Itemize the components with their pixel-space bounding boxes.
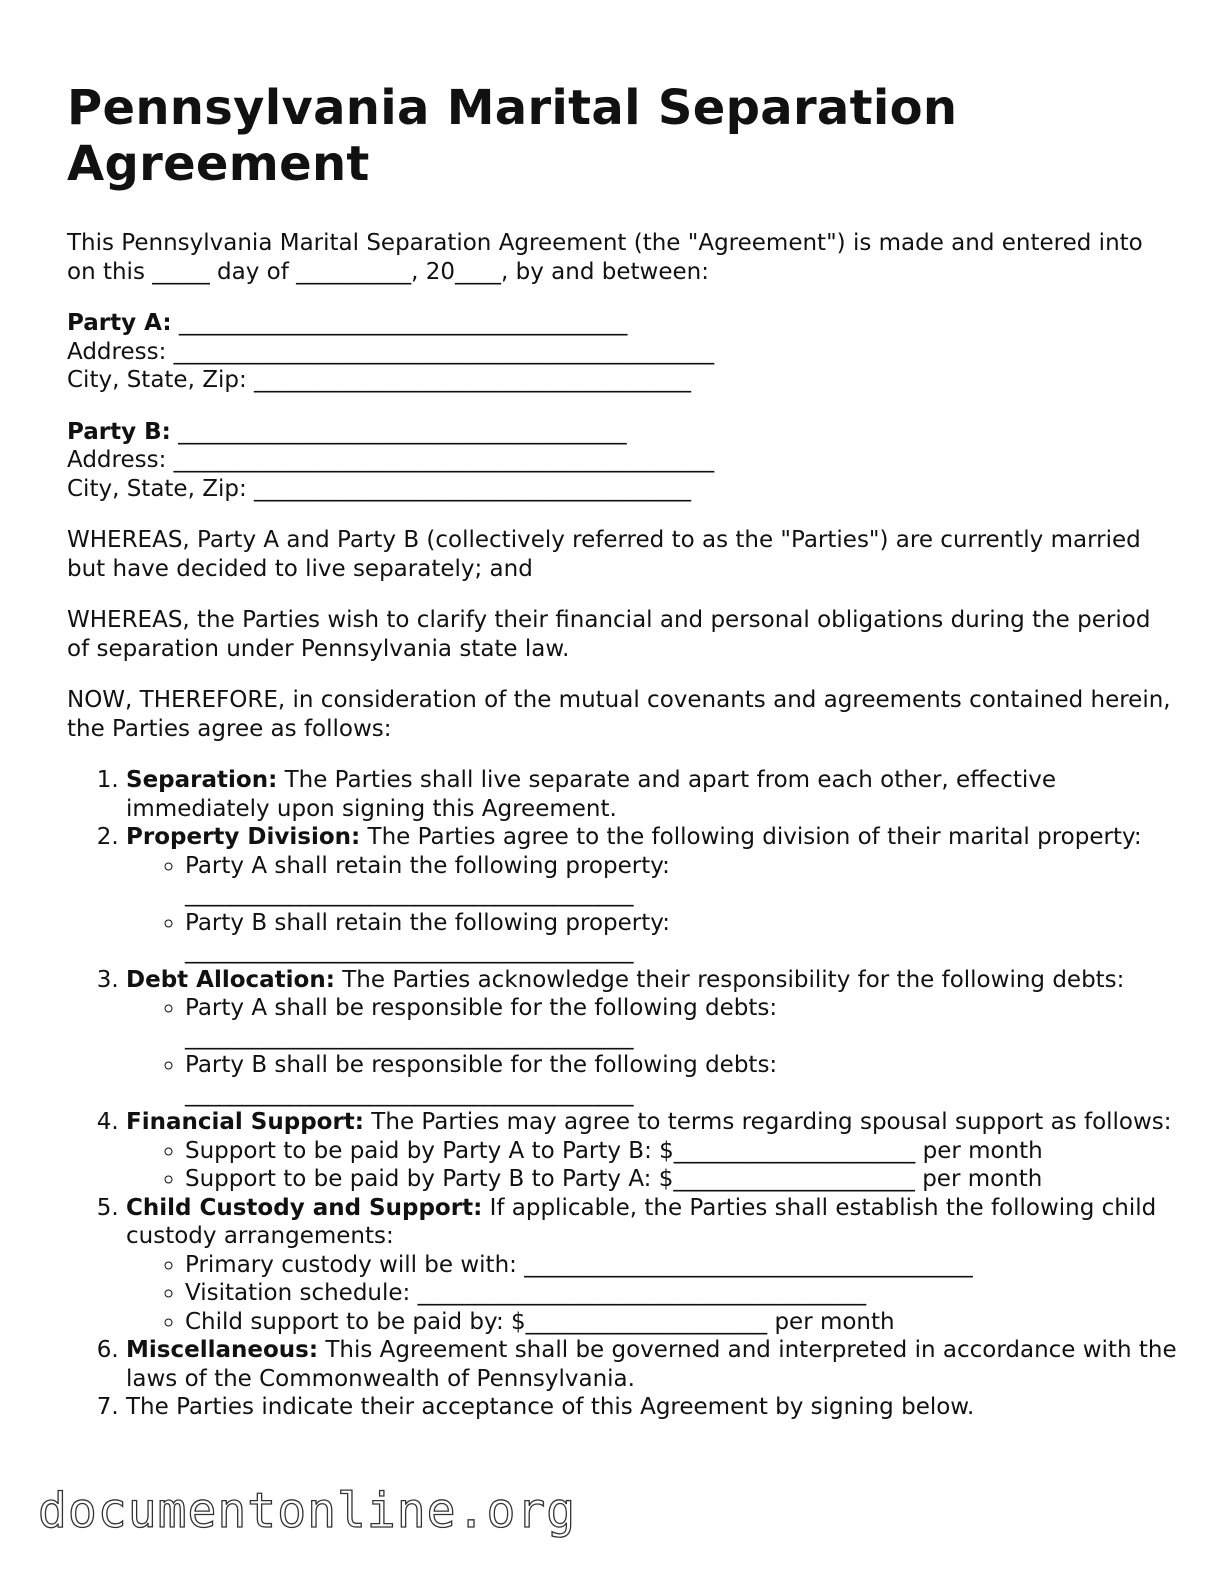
subitem-text: Party B shall be responsible for the following debts: xyxy=(185,1052,778,1078)
party-a-name-line xyxy=(67,309,1177,338)
party-a-block xyxy=(67,309,1177,395)
subitem-text: Party B shall retain the following property: xyxy=(185,909,670,936)
fill-in-blank: _______________________________________ xyxy=(185,1023,634,1050)
party-b-city-line: City, State, Zip: ______________________________________ xyxy=(67,475,692,502)
party-b-name-line xyxy=(67,418,1177,447)
term-text: The Parties acknowledge their responsibility for the following debts: xyxy=(334,966,1125,993)
term-heading: Debt Allocation: xyxy=(126,966,335,993)
term-text: The Parties indicate their acceptance of this Agreement by signing below. xyxy=(126,1394,975,1420)
debt-subitems xyxy=(126,994,1177,1108)
fill-in-blank: _______________________________________ xyxy=(185,938,634,964)
party-a-name-blank: _______________________________________ xyxy=(171,310,628,336)
term-property-division xyxy=(126,823,1177,966)
term-heading: Property Division: xyxy=(126,824,361,850)
document-title: Pennsylvania Marital Separation Agreement xyxy=(67,80,958,192)
list-item: ◦ Support to be paid by Party B to Party A: $_____________________ per month xyxy=(185,1165,1177,1194)
list-item: ◦ Primary custody will be with: _______________________________________ xyxy=(185,1251,1177,1280)
list-item xyxy=(185,852,1177,909)
property-subitems xyxy=(126,852,1177,966)
term-text: The Parties agree to the following division of their marital property: xyxy=(360,824,1142,850)
watermark: documentonline.org xyxy=(38,1483,577,1539)
custody-subitems xyxy=(126,1251,1177,1337)
term-heading: Child Custody and Support: xyxy=(126,1194,483,1221)
party-b-name-blank: _______________________________________ xyxy=(170,418,627,445)
term-financial-support xyxy=(126,1108,1177,1194)
term-text: This Agreement shall be governed and interpreted in accordance with the laws of the Commonwealth of Pennsylvania. xyxy=(126,1337,1177,1392)
list-item xyxy=(185,1051,1177,1108)
term-heading: Miscellaneous: xyxy=(126,1337,319,1363)
term-heading: Financial Support: xyxy=(126,1109,364,1135)
subitem-text: Party A shall retain the following property: xyxy=(185,852,670,879)
term-text: The Parties shall live separate and apart from each other, effective immediately upon signing this Agreement. xyxy=(126,767,1056,822)
party-a-label: Party A: xyxy=(67,310,172,336)
term-text: The Parties may agree to terms regarding spousal support as follows: xyxy=(364,1109,1172,1135)
term-child-custody xyxy=(126,1194,1177,1337)
list-item xyxy=(185,994,1177,1051)
term-text: If applicable, the Parties shall establish the following child custody arrangements: xyxy=(126,1194,1157,1249)
party-b-address-line: Address: _______________________________________________ xyxy=(67,447,715,473)
term-miscellaneous xyxy=(126,1336,1177,1393)
list-item: ◦ Visitation schedule: _______________________________________ xyxy=(185,1279,1177,1308)
subitem-text: Party A shall be responsible for the following debts: xyxy=(185,995,778,1021)
document-page xyxy=(67,80,1177,1422)
term-separation xyxy=(126,766,1177,823)
term-heading: Separation: xyxy=(126,767,278,793)
whereas-paragraph-1: WHEREAS, Party A and Party B (collectively referred to as the "Parties") are currently married but have decided to live separately; and xyxy=(67,527,1141,582)
terms-list xyxy=(67,766,1177,1422)
term-acceptance xyxy=(126,1393,1177,1422)
list-item: ◦ Support to be paid by Party A to Party B: $_____________________ per month xyxy=(185,1137,1177,1166)
list-item: ◦ Child support to be paid by: $_____________________ per month xyxy=(185,1308,1177,1337)
party-b-block xyxy=(67,418,1177,504)
party-b-label: Party B: xyxy=(67,418,171,445)
fill-in-blank: _______________________________________ xyxy=(185,1080,634,1107)
intro-paragraph: This Pennsylvania Marital Separation Agreement (the "Agreement") is made and entered into on this _____ day of __________, 20____, by and between: xyxy=(67,230,1143,285)
party-a-city-line: City, State, Zip: ______________________________________ xyxy=(67,367,692,393)
whereas-paragraph-2: WHEREAS, the Parties wish to clarify their financial and personal obligations during the period of separation under Pennsylvania state law. xyxy=(67,607,1151,662)
list-item xyxy=(185,909,1177,966)
now-therefore-paragraph: NOW, THEREFORE, in consideration of the mutual covenants and agreements contained herein, the Parties agree as follows: xyxy=(67,687,1171,742)
term-debt-allocation xyxy=(126,966,1177,1109)
party-a-address-line: Address: _______________________________________________ xyxy=(67,338,715,365)
support-subitems xyxy=(126,1137,1177,1194)
fill-in-blank: _______________________________________ xyxy=(185,881,634,907)
